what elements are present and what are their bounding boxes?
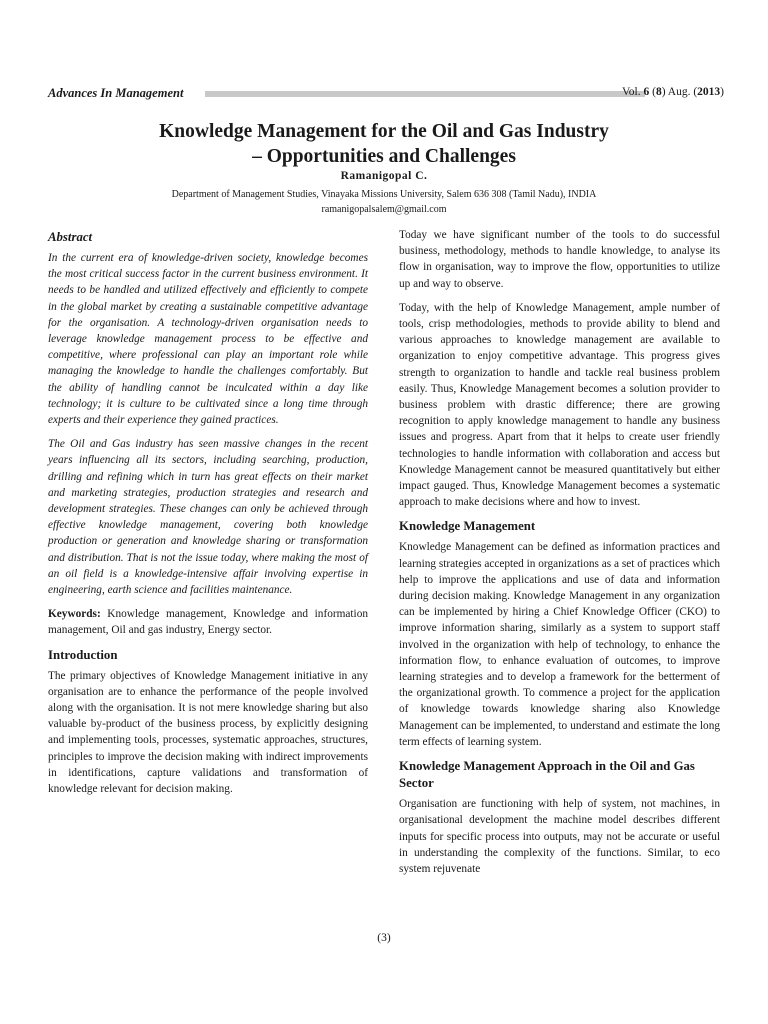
approach-heading: Knowledge Management Approach in the Oil and Gas Sector [399,759,695,791]
left-column [48,227,368,805]
approach-paragraph: Organisation are functioning with help of system, not machines, in organisational development the machine model describes different inputs for specific process into outputs, may not be accurate or useful in understanding the complexity of the functions. Similar, to eco system rejuvenate [399,798,720,875]
keywords-text: Knowledge management, Knowledge and information management, Oil and gas industry, Energy sector. [48,608,368,637]
journal-name: Advances In Management [48,86,184,100]
right-column [399,227,720,885]
page-number: (3) [377,932,391,944]
introduction-paragraph: The primary objectives of Knowledge Management initiative in any organisation are to enhance the performance of the people involved along with the organisation. It is not mere knowledge sharing but also valuable by-product of the business process, by explicitly designing and implementing tools, processes, systematic approaches, structures, principles to improve the decision making with indirect improvements in identifications, capture validations and transformation of knowledge relevant for decision making. [48,669,368,796]
running-header [48,86,724,104]
keywords [48,606,368,638]
abstract-heading: Abstract [48,230,93,244]
header-rule [205,91,645,97]
knowledge-management-heading: Knowledge Management [399,519,536,534]
right-paragraph-2: Today, with the help of Knowledge Management, ample number of tools, crisp methodologies, methods to provide ability to blend and various approaches to knowledge management are available to organization to enjoy competitive advantage. This progress gives strength to organization to handle and tackle real business problem easily. Thus, Knowledge Management becomes a solution provider to business problem with drastic difference; there are growing recognition to apply knowledge management to handle any business issues and progress. Apart from that it helps to create user friendly technologies to handle information with collaboration and access but Knowledge Management cannot be measured quantitatively but either impact gauged. Thus, Knowledge Management becomes a systematic approach to make decisions where and how to invest. [399,301,720,509]
author-email: ramanigopalsalem@gmail.com [321,204,447,215]
abstract-paragraph-1: In the current era of knowledge-driven society, knowledge becomes the most critical success factor in the current business environment. It needs to be handled and utilized effectively and efficiently to compete in the global market by creating a sustainable competitive advantage for the organisation. A technology-driven organisation needs to leverage knowledge management process to be effective and competitive, where professional can play an important role while managing the knowledge to handle the challenges comfortably. But the ability of handling cannot be inculcated within a day like technology; it is culture to be cultivated since a long time through experts and their experience they gained practices. [48,252,368,427]
right-paragraph-1: Today we have significant number of the tools to do successful business, methodology, methods to handle knowledge, to analyse its flow in organisation, way to improve the flow, opportunities to utilize up and way to observe. [399,229,720,290]
volume-info: Vol. 6 (8) Aug. (2013) [621,86,724,98]
abstract-paragraph-2: The Oil and Gas industry has seen massive changes in the recent years influencing all its sectors, including searching, production, drilling and refining which in turn has great effects on their market and marketing strategies, production strategies and research and development strategies. These changes can only be achieved through effective knowledge management, covering both knowledge production or generation and knowledge sharing or transformation and distribution. That is not the issue today, where making the most of an oil field is a knowledge-intensive affair involving expertise in engineering, earth science and facilities maintenance. [48,438,368,597]
keywords-label: Keywords: [48,608,101,621]
paper-title-line-2: – Opportunities and Challenges [252,146,516,167]
introduction-heading: Introduction [48,647,118,662]
paper-title-line-1: Knowledge Management for the Oil and Gas Industry [159,121,609,142]
author-name: Ramanigopal C. [340,170,428,182]
knowledge-management-paragraph: Knowledge Management can be defined as information practices and learning strategies accepted in organizations as a set of practices which help to improve the applications and use of data and information during decision making. Knowledge Management in any organization can be implemented by hiring a Chief Knowledge Officer (CKO) to improve information sharing, similarly as a system to support staff involved in the organization with help of technology, to enhance the information flow, to enhance evaluation of outcomes, to improve learning strategies and to develop a framework for the betterment of the organizational growth. To commence a project for the application of knowledge towards knowledge sharing also Knowledge Management can be implemented, to understand and estimate the long term effects of learning system. [399,541,720,748]
author-affiliation: Department of Management Studies, Vinayaka Missions University, Salem 636 308 (Tamil Nadu), INDIA [171,189,597,200]
